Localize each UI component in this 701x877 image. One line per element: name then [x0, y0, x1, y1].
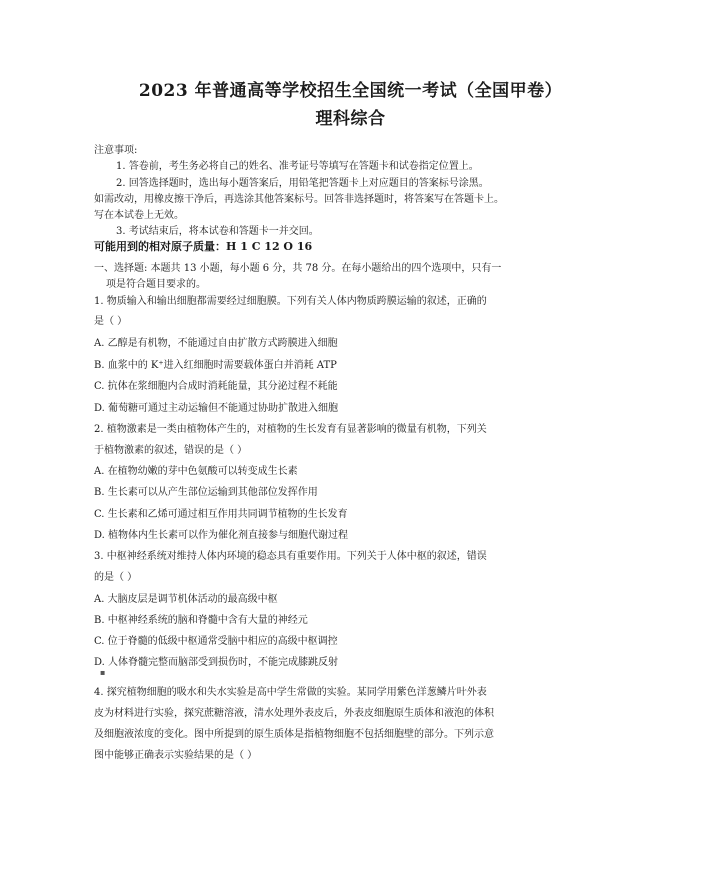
section-1-heading-cont: 项是符合题目要求的。: [106, 279, 206, 290]
question-3-option-a: A. 大脑皮层是调节机体活动的最高级中枢: [94, 594, 278, 605]
question-1-option-d: D. 葡萄糖可通过主动运输但不能通过协助扩散进入细胞: [94, 403, 339, 414]
note-item-1: 1. 答卷前，考生务必将自己的姓名、准考证号等填写在答题卡和试卷指定位置上。: [116, 161, 479, 172]
question-3-option-d: D. 人体脊髓完整而脑部受到损伤时，不能完成膝跳反射: [94, 657, 339, 668]
question-1-option-a: A. 乙醇是有机物，不能通过自由扩散方式跨膜进入细胞: [94, 338, 338, 349]
atomic-mass-line: 可能用到的相对原子质量：H 1 C 12 O 16: [94, 240, 313, 253]
question-3-option-c: C. 位于脊髓的低级中枢通常受脑中相应的高级中枢调控: [94, 636, 338, 647]
question-2-option-a: A. 在植物幼嫩的芽中色氨酸可以转变成生长素: [94, 466, 298, 477]
question-4-stem-cont-1: 皮为材料进行实验，探究蔗糖溶液，清水处理外表皮后，外表皮细胞原生质体和液泡的体积: [94, 708, 494, 719]
question-1-stem: 1. 物质输入和输出细胞都需要经过细胞膜。下列有关人体内物质跨膜运输的叙述，正确的: [94, 296, 487, 307]
question-2-stem-cont: 于植物激素的叙述，错误的是（ ）: [94, 445, 248, 456]
question-3-option-b: B. 中枢神经系统的脑和脊髓中含有大量的神经元: [94, 615, 308, 626]
question-2-option-d: D. 植物体内生长素可以作为催化剂直接参与细胞代谢过程: [94, 530, 349, 541]
exam-subtitle: 理科综合: [315, 109, 386, 129]
question-4-stem-cont-2: 及细胞液浓度的变化。图中所提到的原生质体是指植物细胞不包括细胞壁的部分。下列示意: [94, 729, 494, 740]
section-1-heading: 一、选择题: 本题共 13 小题，每小题 6 分，共 78 分。在每小题给出的四个选项中，只有一: [94, 263, 502, 274]
question-1-option-b: B. 血浆中的 K⁺进入红细胞时需要载体蛋白并消耗 ATP: [94, 360, 337, 371]
notes-heading: 注意事项:: [94, 145, 138, 156]
note-item-2-end: 写在本试卷上无效。: [94, 210, 184, 221]
exam-title: 2023 年普通高等学校招生全国统一考试（全国甲卷）: [138, 81, 563, 101]
question-1-option-c: C. 抗体在浆细胞内合成时消耗能量，其分泌过程不耗能: [94, 381, 338, 392]
note-item-2: 2. 回答选择题时，选出每小题答案后，用铅笔把答题卡上对应题目的答案标号涂黑。: [116, 178, 489, 189]
question-1-stem-cont: 是（ ）: [94, 316, 128, 327]
question-4-stem-cont-3: 图中能够正确表示实验结果的是（ ）: [94, 750, 258, 761]
question-3-stem: 3. 中枢神经系统对维持人体内环境的稳态具有重要作用。下列关于人体中枢的叙述，错误: [94, 551, 487, 562]
note-item-2-cont: 如需改动，用橡皮擦干净后，再选涂其他答案标号。回答非选择题时，将答案写在答题卡上。: [94, 194, 504, 205]
question-2-option-b: B. 生长素可以从产生部位运输到其他部位发挥作用: [94, 487, 318, 498]
note-item-3: 3. 考试结束后，将本试卷和答题卡一并交回。: [116, 226, 319, 237]
question-3-stem-cont: 的是（ ）: [94, 572, 138, 583]
question-4-stem: 4. 探究植物细胞的吸水和失水实验是高中学生常做的实验。某同学用紫色洋葱鳞片叶外表: [94, 687, 487, 698]
question-2-option-c: C. 生长素和乙烯可通过相互作用共同调节植物的生长发育: [94, 509, 348, 520]
question-2-stem: 2. 植物激素是一类由植物体产生的，对植物的生长发育有显著影响的微量有机物，下列关: [94, 424, 487, 435]
stray-mark: ▪: [100, 668, 106, 677]
